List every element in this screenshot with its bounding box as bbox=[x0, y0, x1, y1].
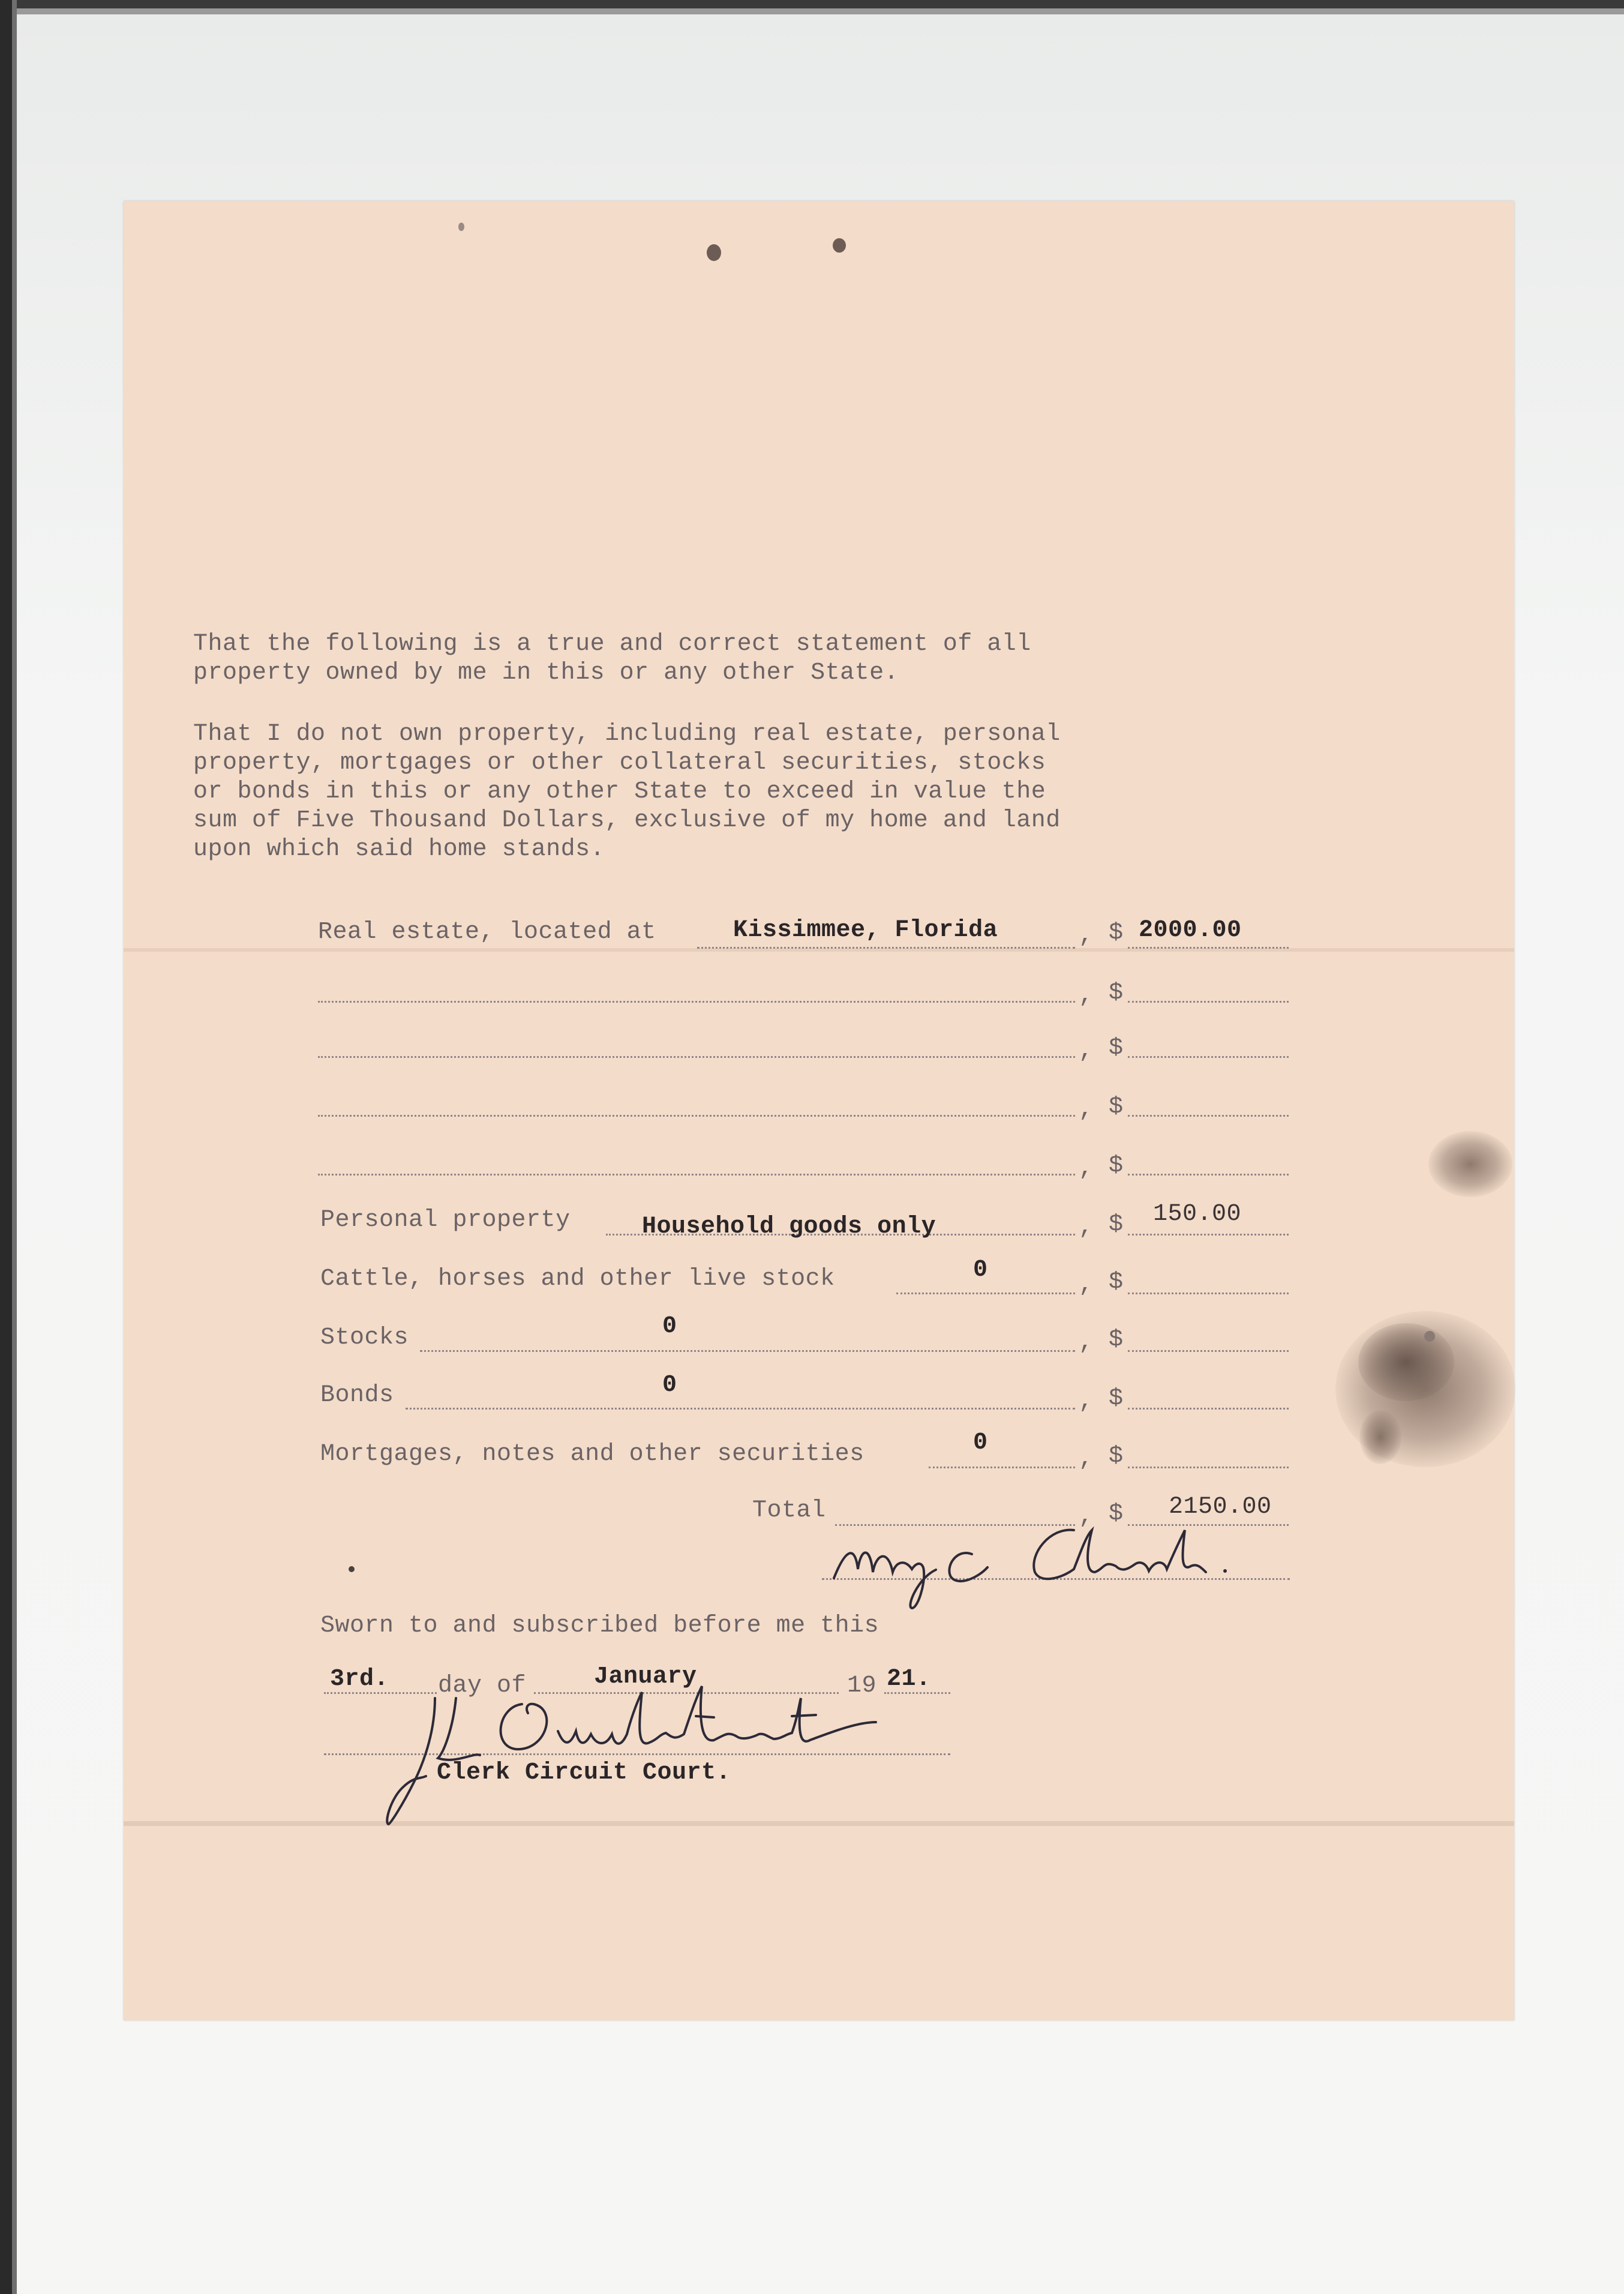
blank-entry-line bbox=[318, 1174, 1075, 1176]
dollar-sign: $ bbox=[1109, 1386, 1124, 1413]
real-estate-label: Real estate, located at bbox=[318, 919, 656, 946]
scan-edge-top-shadow bbox=[0, 8, 1624, 14]
amount-line bbox=[1128, 1056, 1289, 1058]
scan-edge-left-shadow bbox=[12, 0, 17, 2294]
amount-line bbox=[1128, 1001, 1289, 1003]
ink-speck bbox=[458, 223, 464, 231]
amount-line bbox=[1128, 1293, 1289, 1294]
statement-paragraph-1 bbox=[193, 630, 1031, 688]
amount-line bbox=[1128, 1234, 1289, 1236]
statement-line: That I do not own property, including real estate, personal bbox=[193, 721, 1061, 748]
bonds-label: Bonds bbox=[320, 1382, 394, 1409]
year-prefix: 19 bbox=[847, 1672, 877, 1699]
scan-edge-top bbox=[0, 0, 1624, 8]
comma: , bbox=[1079, 1503, 1094, 1530]
livestock-line bbox=[896, 1293, 1075, 1294]
statement-line: property, mortgages or other collateral securities, stocks bbox=[193, 749, 1046, 776]
scan-edge-left bbox=[0, 0, 12, 2294]
dollar-sign: $ bbox=[1109, 920, 1124, 947]
dollar-sign: $ bbox=[1109, 1094, 1124, 1121]
blank-entry-line bbox=[318, 1056, 1075, 1058]
comma: , bbox=[1079, 1096, 1094, 1123]
livestock-value: 0 bbox=[973, 1257, 988, 1284]
dollar-sign: $ bbox=[1109, 1443, 1124, 1470]
statement-line: That the following is a true and correct statement of all bbox=[193, 631, 1031, 658]
stocks-value: 0 bbox=[662, 1313, 677, 1340]
day-of-label: day of bbox=[438, 1672, 527, 1699]
amount-line bbox=[1128, 947, 1289, 949]
dollar-sign: $ bbox=[1109, 1327, 1124, 1354]
comma: , bbox=[1079, 1446, 1094, 1473]
dollar-sign: $ bbox=[1109, 1269, 1124, 1296]
ink-speck bbox=[833, 238, 846, 253]
mortgages-label: Mortgages, notes and other securities bbox=[320, 1441, 864, 1468]
bonds-line bbox=[406, 1408, 1075, 1410]
total-amount: 2150.00 bbox=[1169, 1494, 1272, 1521]
statement-line: or bonds in this or any other State to exceed in value the bbox=[193, 778, 1046, 805]
clerk-title: Clerk Circuit Court. bbox=[437, 1759, 731, 1786]
comma: , bbox=[1079, 1388, 1094, 1415]
amount-line bbox=[1128, 1174, 1289, 1176]
sworn-day: 3rd. bbox=[330, 1666, 389, 1693]
amount-line bbox=[1128, 1115, 1289, 1117]
dollar-sign: $ bbox=[1109, 980, 1124, 1007]
comma: , bbox=[1079, 1329, 1094, 1356]
ink-speck bbox=[707, 244, 721, 261]
statement-line: property owned by me in this or any other State. bbox=[193, 659, 899, 686]
owner-signature bbox=[822, 1512, 1242, 1620]
ink-speck bbox=[1424, 1331, 1435, 1342]
statement-line: upon which said home stands. bbox=[193, 836, 605, 863]
blank-entry-line bbox=[318, 1115, 1075, 1117]
dollar-sign: $ bbox=[1109, 1212, 1124, 1239]
ink-speck bbox=[349, 1566, 355, 1572]
comma: , bbox=[1079, 1037, 1094, 1064]
amount-line bbox=[1128, 1467, 1289, 1468]
water-stain bbox=[1358, 1323, 1454, 1401]
comma: , bbox=[1079, 1155, 1094, 1182]
sworn-month: January bbox=[594, 1663, 697, 1690]
stocks-line bbox=[420, 1350, 1075, 1352]
mortgages-line bbox=[929, 1467, 1075, 1468]
mortgages-value: 0 bbox=[973, 1429, 988, 1456]
dollar-sign: $ bbox=[1109, 1153, 1124, 1180]
dollar-sign: $ bbox=[1109, 1035, 1124, 1062]
total-label: Total bbox=[752, 1497, 826, 1524]
comma: , bbox=[1079, 1214, 1094, 1241]
real-estate-location-value: Kissimmee, Florida bbox=[733, 917, 998, 944]
statement-paragraph-2 bbox=[193, 720, 1061, 864]
water-stain bbox=[1359, 1410, 1401, 1464]
statement-line: sum of Five Thousand Dollars, exclusive of my home and land bbox=[193, 807, 1061, 834]
amount-line bbox=[1128, 1408, 1289, 1410]
sworn-year: 21. bbox=[887, 1666, 931, 1693]
real-estate-location-line bbox=[697, 947, 1075, 949]
water-stain bbox=[1428, 1131, 1512, 1197]
sworn-statement: Sworn to and subscribed before me this bbox=[320, 1612, 879, 1639]
personal-property-label: Personal property bbox=[320, 1207, 571, 1234]
bonds-value: 0 bbox=[662, 1372, 677, 1399]
comma: , bbox=[1079, 922, 1094, 949]
comma: , bbox=[1079, 982, 1094, 1009]
personal-property-description: Household goods only bbox=[642, 1213, 936, 1240]
amount-line bbox=[1128, 1350, 1289, 1352]
livestock-label: Cattle, horses and other live stock bbox=[320, 1266, 835, 1293]
stocks-label: Stocks bbox=[320, 1324, 409, 1351]
personal-property-amount: 150.00 bbox=[1153, 1201, 1242, 1228]
clerk-signature bbox=[378, 1680, 918, 1836]
comma: , bbox=[1079, 1272, 1094, 1299]
dollar-sign: $ bbox=[1109, 1501, 1124, 1528]
real-estate-amount: 2000.00 bbox=[1139, 917, 1242, 944]
blank-entry-line bbox=[318, 1001, 1075, 1003]
